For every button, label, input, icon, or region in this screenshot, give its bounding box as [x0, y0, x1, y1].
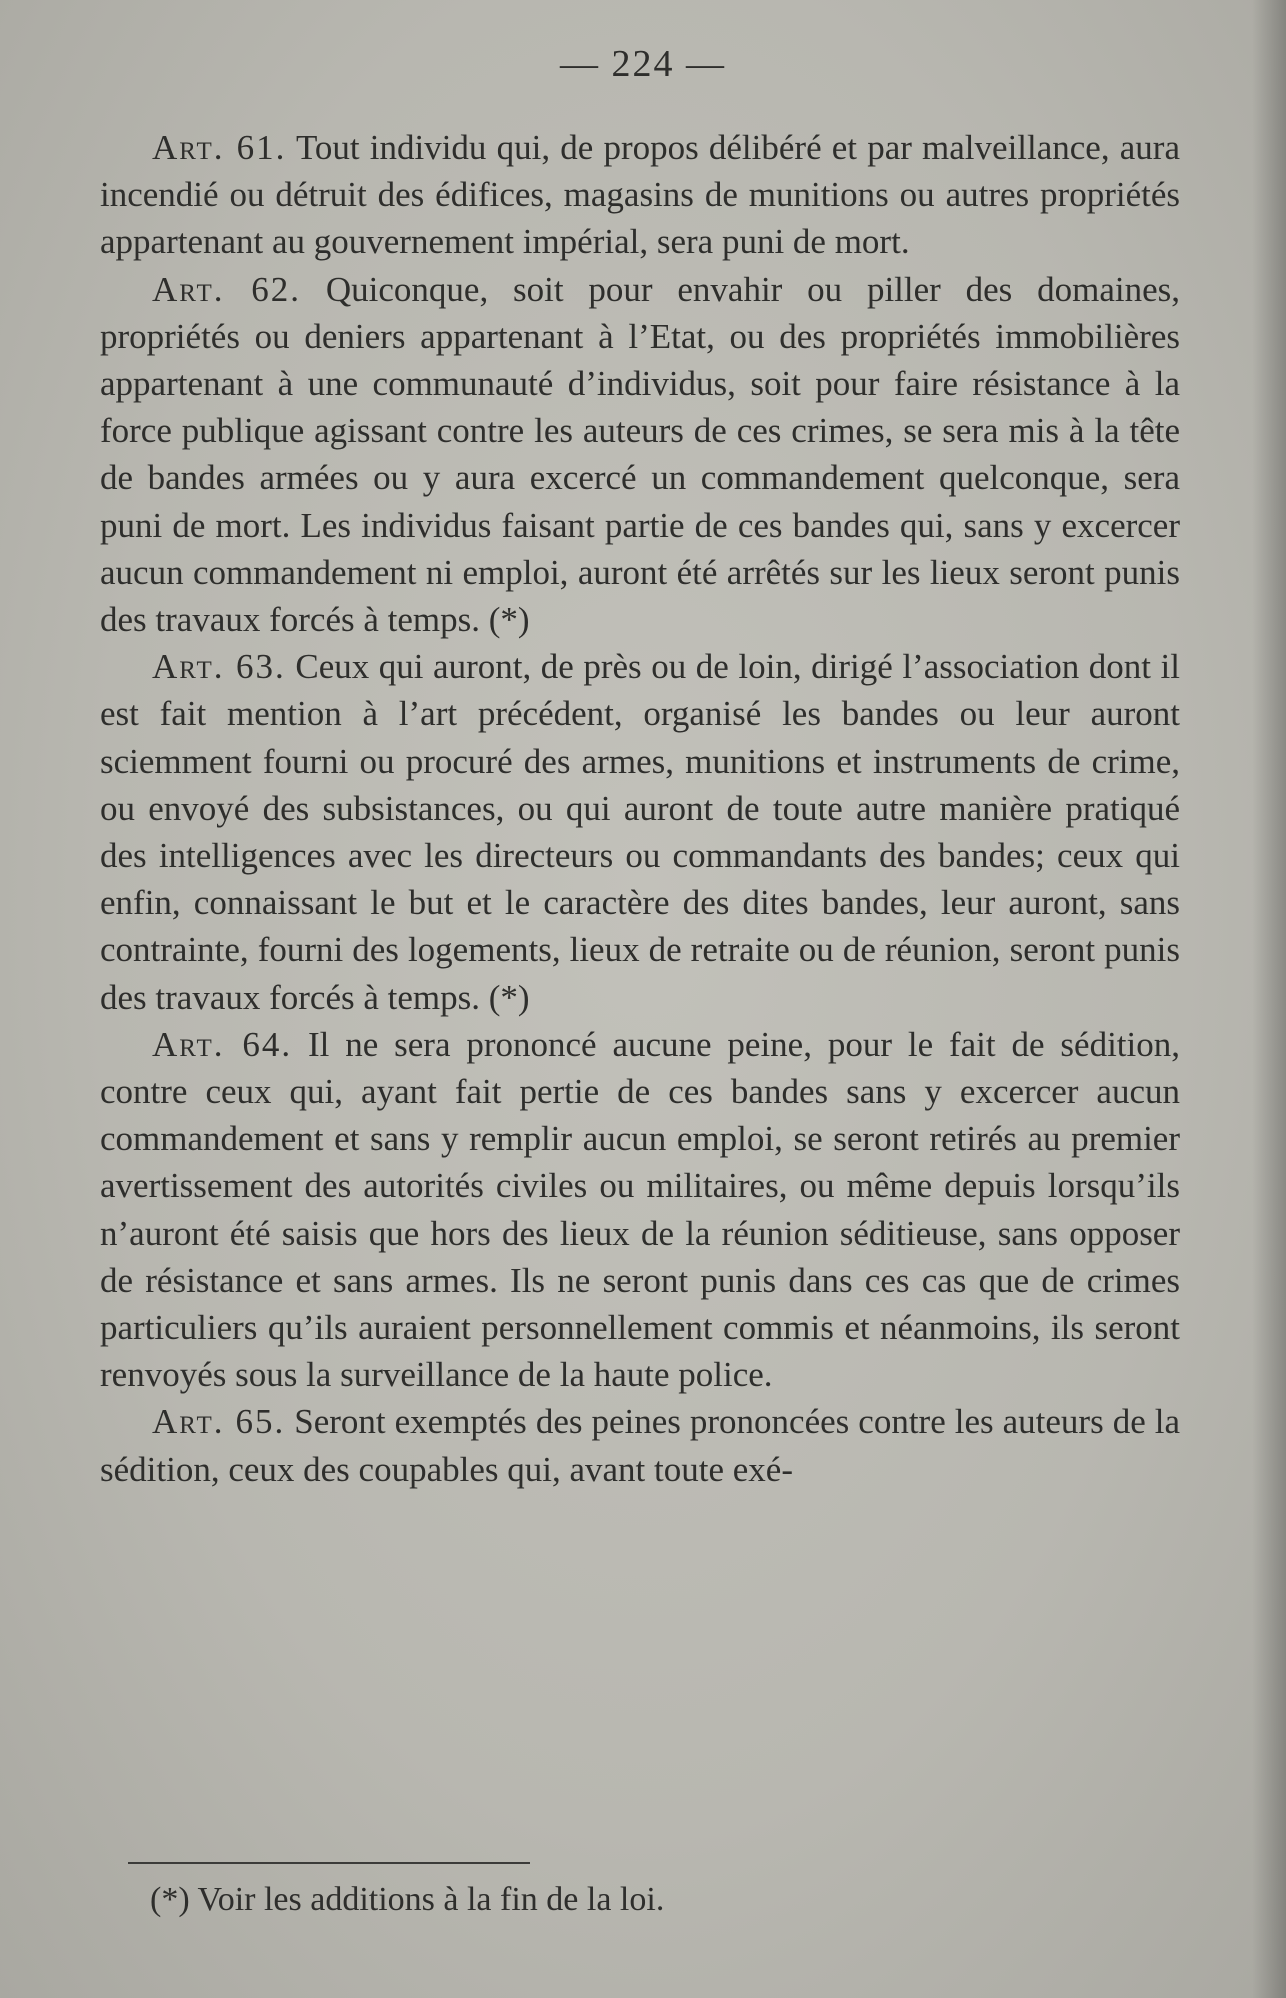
- body-text: [100, 124, 1180, 1493]
- article-63: [100, 643, 1180, 1021]
- article-label: Art. 61.: [152, 128, 287, 167]
- article-label: Art. 63.: [152, 647, 286, 687]
- page-number: — 224 —: [560, 43, 726, 85]
- article-text: Seront exemptés des peines prononcées contre les auteurs de la sédition, ceux des coupables qui, avant toute exé-: [100, 1402, 1180, 1489]
- article-label: Art. 65.: [152, 1402, 286, 1442]
- article-label: Art. 64.: [152, 1024, 293, 1064]
- article-62: [100, 266, 1180, 644]
- article-text: Tout individu qui, de propos délibéré et par malveillance, aura incendié ou détruit des édifices, magasins de munitions ou autres propriétés appartenant au gouvernement impérial, sera puni de mort.: [100, 128, 1180, 262]
- article-61: [100, 124, 1180, 266]
- article-text: Quiconque, soit pour envahir ou piller des domaines, propriétés ou deniers appartenant à l’Etat, ou des propriétés immobilières appartenant à une communauté d’individus, soit pour faire résistance à la force publique agissant contre les auteurs de ces crimes, se sera mis à la tête de bandes armées ou y aura excercé un commandement quelconque, sera puni de mort. Les individus faisant partie de ces bandes qui, sans y excercer aucun commandement ni emploi, auront été arrêtés sur les lieux seront punis des travaux forcés à temps. (*): [100, 269, 1180, 640]
- article-text: Ceux qui auront, de près ou de loin, dirigé l’association dont il est fait mention à l’art précédent, organisé les bandes ou leur auront sciemment fourni ou procuré des armes, munitions et instruments de crime, ou envoyé des subsistances, ou qui auront de toute autre manière pratiqué des intelligences avec les directeurs ou commandants des bandes; ceux qui enfin, connaissant le but et le caractère des dites bandes, leur auront, sans contrainte, fourni des logements, lieux de retraite ou de réunion, seront punis des travaux forcés à temps. (*): [100, 647, 1180, 1017]
- article-65: [100, 1398, 1180, 1492]
- article-text: Il ne sera prononcé aucune peine, pour le fait de sédition, contre ceux qui, ayant fait pertie de ces bandes sans y excercer aucun commandement et sans y remplir aucun emploi, se seront retirés au premier avertissement des autorités civiles ou militaires, ou même depuis lorsqu’ils n’auront été saisis que hors des lieux de la réunion séditieuse, sans opposer de résistance et sans armes. Ils ne seront punis dans ces cas que de crimes particuliers qu’ils auraient personnellement commis et néanmoins, ils seront renvoyés sous la surveillance de la haute police.: [100, 1024, 1180, 1395]
- article-label: Art. 62.: [152, 269, 302, 309]
- footnote: (*) Voir les additions à la fin de la loi.: [150, 1881, 665, 1918]
- article-64: [100, 1021, 1180, 1399]
- footnote-divider: [128, 1862, 530, 1864]
